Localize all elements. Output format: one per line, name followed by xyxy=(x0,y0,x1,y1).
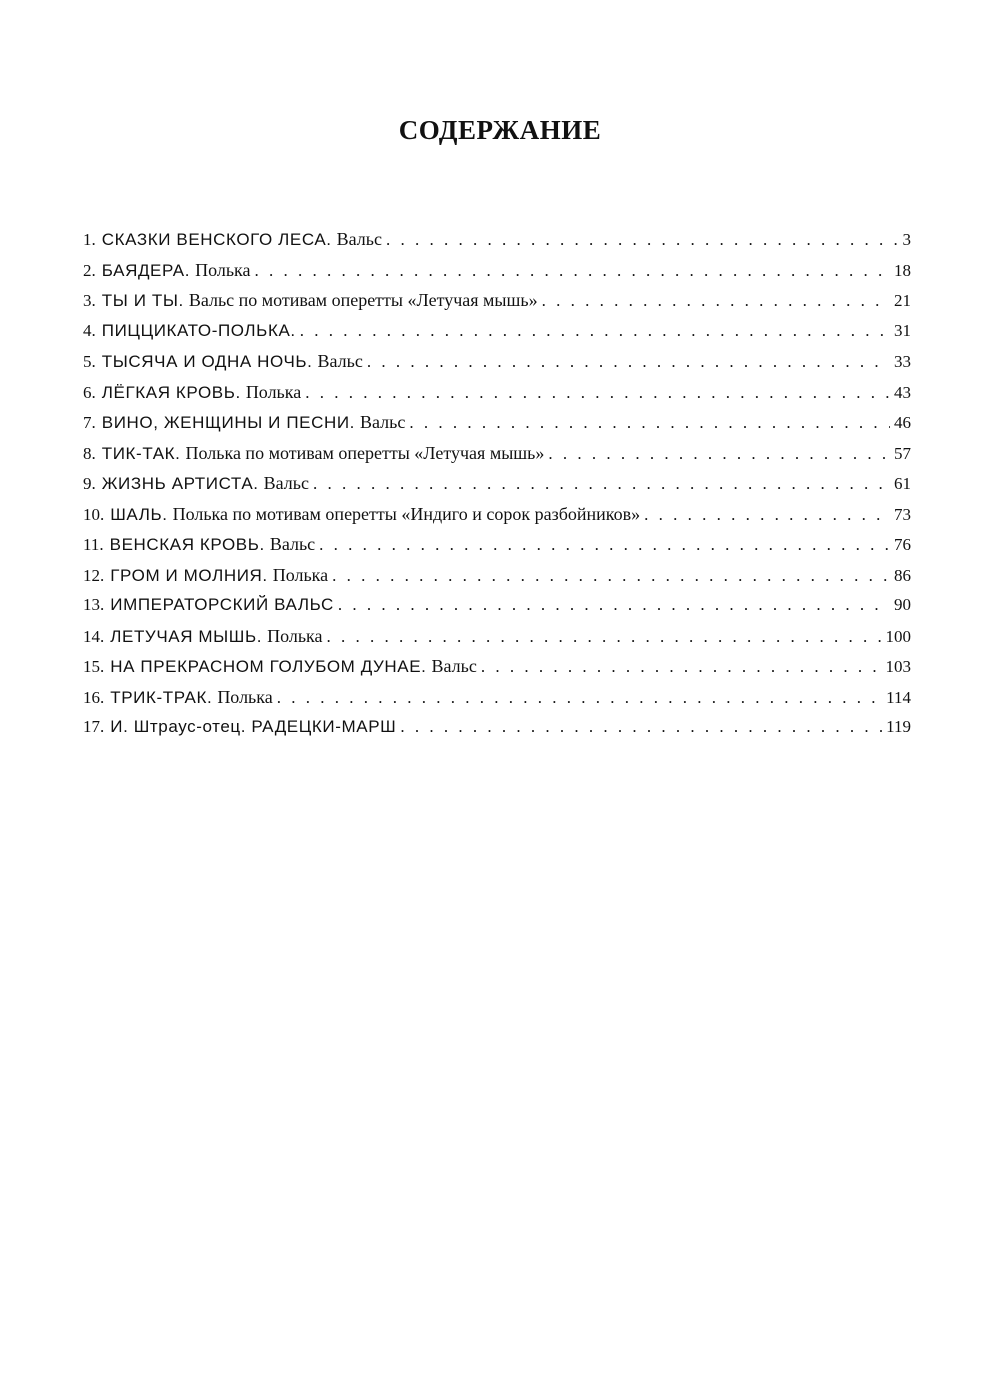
toc-page-number: 100 xyxy=(885,626,911,646)
toc-entry xyxy=(83,590,911,621)
toc-entry-title: И. Штраус-отец. РАДЕЦКИ-МАРШ xyxy=(110,717,397,736)
toc-leader-dots xyxy=(327,622,882,653)
toc-entry-number: 10. xyxy=(83,504,105,524)
toc-entry xyxy=(83,499,911,530)
toc-entry-subtitle: Полька xyxy=(245,381,302,402)
toc-entry-number: 17. xyxy=(83,717,105,736)
toc-entry xyxy=(83,255,911,286)
toc-entry-title: ИМПЕРАТОРСКИЙ ВАЛЬС xyxy=(110,595,334,614)
toc-entry-number: 2. xyxy=(83,260,96,280)
toc-entry xyxy=(83,407,911,438)
toc-page-number: 86 xyxy=(894,565,911,585)
toc-entry-title: ВЕНСКАЯ КРОВЬ. xyxy=(109,535,265,554)
toc-page-number: 31 xyxy=(894,320,911,340)
toc-entry-title: ТРИК-ТРАК. xyxy=(110,687,213,707)
toc-leader-dots xyxy=(400,712,882,743)
toc-entry-title: ТЫ И ТЫ. xyxy=(101,291,184,310)
toc-leader-dots xyxy=(305,378,890,409)
toc-leader-dots xyxy=(300,316,890,347)
toc-page-number: 21 xyxy=(894,291,911,310)
toc-leader-dots xyxy=(542,286,890,317)
toc-entry-title: ГРОМ И МОЛНИЯ. xyxy=(110,565,268,585)
toc-page-number: 103 xyxy=(885,657,911,676)
toc-entry-subtitle: Полька по мотивам оперетты «Летучая мышь» xyxy=(185,442,545,463)
toc-entry-subtitle: Полька по мотивам оперетты «Индиго и сорок разбойников» xyxy=(172,503,641,524)
toc-entry-title: ШАЛЬ. xyxy=(110,504,168,524)
toc-entry-title: ТЫСЯЧА И ОДНА НОЧЬ. xyxy=(101,352,313,371)
toc-page-number: 73 xyxy=(894,504,911,524)
toc-page-number: 76 xyxy=(894,535,911,554)
toc-leader-dots xyxy=(319,530,890,561)
toc-entry xyxy=(83,224,911,255)
toc-leader-dots xyxy=(338,590,890,621)
toc-page-number: 114 xyxy=(886,687,911,707)
toc-entry-number: 4. xyxy=(83,320,96,340)
toc-page-number: 119 xyxy=(886,717,911,736)
page-title: СОДЕРЖАНИЕ xyxy=(398,115,602,145)
toc-entry-number: 6. xyxy=(83,382,96,402)
toc-leader-dots xyxy=(255,256,891,287)
toc-leader-dots xyxy=(386,225,899,256)
toc-entry-number: 16. xyxy=(83,687,105,707)
toc-entry-subtitle: Вальс xyxy=(317,351,363,371)
toc-entry-title: ЛЁГКАЯ КРОВЬ. xyxy=(101,382,241,402)
toc-leader-dots xyxy=(409,408,890,439)
toc-entry-title: ЖИЗНЬ АРТИСТА. xyxy=(101,474,259,493)
toc-entry-subtitle: Вальс xyxy=(359,412,406,432)
toc-entry-subtitle: Вальс xyxy=(263,473,309,493)
toc-leader-dots xyxy=(548,439,890,470)
toc-entry-title: ПИЦЦИКАТО-ПОЛЬКА. xyxy=(101,320,296,340)
toc-entry xyxy=(83,529,911,560)
toc-page-number: 90 xyxy=(894,595,911,614)
toc-entry-subtitle: Полька xyxy=(195,259,251,280)
toc-page-number: 33 xyxy=(894,352,911,371)
toc-entry-subtitle: Вальс xyxy=(269,534,316,554)
toc-entry-title: ВИНО, ЖЕНЩИНЫ И ПЕСНИ. xyxy=(101,413,355,432)
toc-page-number: 46 xyxy=(894,413,911,432)
toc-entry xyxy=(83,651,911,682)
toc-entry-subtitle: Полька xyxy=(217,686,273,707)
toc-entry-title: НА ПРЕКРАСНОМ ГОЛУБОМ ДУНАЕ. xyxy=(110,657,427,676)
toc-leader-dots xyxy=(277,683,882,714)
toc-entry xyxy=(83,468,911,499)
toc-page-number: 18 xyxy=(894,260,911,280)
toc-entry xyxy=(83,346,911,377)
toc-leader-dots xyxy=(367,347,890,378)
toc-entry-number: 13. xyxy=(83,595,105,614)
toc-entry-number: 9. xyxy=(83,474,96,493)
toc-entry-subtitle: Вальс по мотивам оперетты «Летучая мышь» xyxy=(188,290,538,310)
toc-entry-subtitle: Полька xyxy=(267,625,323,646)
toc-entry-title: ТИК-ТАК. xyxy=(101,443,181,463)
toc-entry-subtitle: Полька xyxy=(272,564,329,585)
toc-entry-number: 5. xyxy=(83,352,96,371)
toc-page-number: 43 xyxy=(894,382,911,402)
toc-leader-dots xyxy=(644,500,890,531)
toc-entry-title: ЛЕТУЧАЯ МЫШЬ. xyxy=(110,626,263,646)
toc-leader-dots xyxy=(313,469,890,500)
toc-entry-number: 8. xyxy=(83,443,96,463)
toc-page-number: 3 xyxy=(902,230,911,249)
table-of-contents xyxy=(83,224,911,743)
toc-entry-number: 1. xyxy=(83,230,96,249)
toc-page-number: 61 xyxy=(894,474,911,493)
toc-leader-dots xyxy=(481,652,882,683)
toc-entry xyxy=(83,316,911,347)
toc-entry-number: 7. xyxy=(83,413,96,432)
toc-entry xyxy=(83,285,911,316)
toc-entry-subtitle: Вальс xyxy=(431,656,477,676)
toc-entry xyxy=(83,682,911,713)
toc-entry-number: 14. xyxy=(83,626,105,646)
toc-entry xyxy=(83,560,911,591)
toc-entry-title: СКАЗКИ ВЕНСКОГО ЛЕСА. xyxy=(101,230,332,249)
toc-entry-title: БАЯДЕРА. xyxy=(101,260,191,280)
toc-entry-number: 15. xyxy=(83,657,105,676)
toc-entry xyxy=(83,438,911,469)
toc-entry-number: 3. xyxy=(83,291,96,310)
toc-entry xyxy=(83,621,911,652)
toc-entry xyxy=(83,712,911,743)
toc-entry xyxy=(83,377,911,408)
toc-entry-subtitle: Вальс xyxy=(336,229,382,249)
toc-entry-number: 12. xyxy=(83,565,105,585)
toc-leader-dots xyxy=(332,561,890,592)
toc-page-number: 57 xyxy=(894,443,911,463)
toc-entry-number: 11. xyxy=(83,535,104,554)
